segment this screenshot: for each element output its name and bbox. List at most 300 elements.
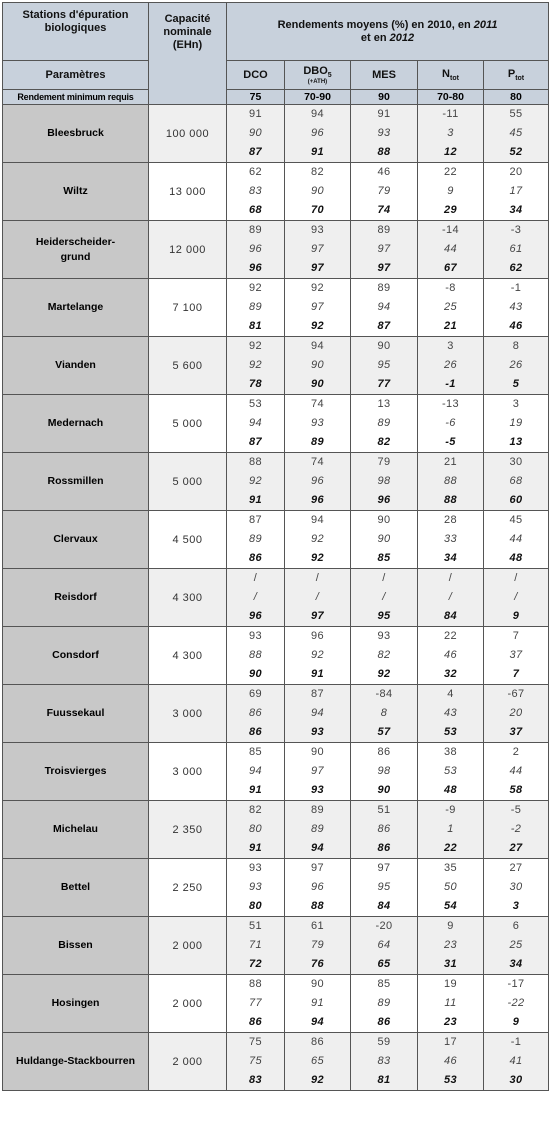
yield-2012: 91	[248, 494, 263, 506]
yield-2010: 93	[310, 224, 325, 236]
yield-2011: 97	[310, 765, 325, 777]
yield-2010: 69	[248, 688, 263, 700]
yield-2012: 3	[512, 900, 520, 912]
station-name: Wiltz	[3, 163, 149, 221]
yield-2012: 31	[443, 958, 458, 970]
yield-2012: 68	[248, 204, 263, 216]
yield-2012: 90	[248, 668, 263, 680]
yield-2011: 92	[310, 649, 325, 661]
yield-2010: 22	[443, 630, 458, 642]
station-name: Bleesbruck	[3, 105, 149, 163]
rendements-text-b: et en	[360, 31, 390, 44]
yield-2010: 91	[377, 108, 391, 120]
station-capacity: 4 500	[149, 511, 227, 569]
yield-2010: 93	[377, 630, 391, 642]
yield-2010: 91	[248, 108, 263, 120]
yield-2010: 87	[310, 688, 325, 700]
treatment-plant-efficiency-table	[2, 2, 548, 1118]
yield-cell	[285, 163, 351, 221]
station-capacity: 7 100	[149, 279, 227, 337]
yield-2010: 9	[447, 920, 454, 932]
yield-2012: 27	[509, 842, 523, 854]
param-name-4: P	[507, 67, 516, 80]
yield-2012: 57	[377, 726, 391, 738]
yield-cell	[285, 975, 351, 1033]
yield-2011: 83	[248, 185, 263, 197]
yield-2012: 5	[512, 378, 520, 390]
yield-2010: 21	[443, 456, 458, 468]
yield-2010: 59	[377, 1036, 391, 1048]
minimum-label: Rendement minimum requis	[3, 90, 149, 105]
table-row	[3, 569, 549, 627]
yield-2010: 75	[248, 1036, 263, 1048]
table-row	[3, 801, 549, 859]
param-subscript-4: tot	[515, 75, 525, 83]
yield-cell	[418, 685, 484, 743]
yield-cell	[418, 975, 484, 1033]
yield-2010: -9	[445, 804, 456, 816]
station-capacity: 2 000	[149, 917, 227, 975]
yield-2011: 88	[248, 649, 263, 661]
yield-2011: 26	[443, 359, 458, 371]
yield-2012: -1	[445, 378, 456, 390]
yield-2010: /	[253, 572, 258, 584]
yield-2011: 89	[248, 301, 263, 313]
yield-cell	[351, 163, 418, 221]
minimum-value-3: 70-80	[418, 90, 484, 105]
yield-cell	[285, 801, 351, 859]
param-subscript-3: tot	[450, 75, 459, 83]
yield-2010: 97	[377, 862, 391, 874]
yield-2011: 37	[509, 649, 523, 661]
yield-2012: 62	[509, 262, 523, 274]
yield-2010: 92	[310, 282, 325, 294]
yield-2012: 70	[310, 204, 325, 216]
yield-cell	[484, 569, 549, 627]
yield-2011: 90	[377, 533, 391, 545]
yield-2012: 93	[310, 784, 325, 796]
yield-cell	[351, 569, 418, 627]
yield-2011: 3	[447, 127, 454, 139]
yield-2012: 58	[509, 784, 523, 796]
minimum-value-0: 75	[227, 90, 285, 105]
yield-2012: 76	[310, 958, 325, 970]
yield-cell	[227, 627, 285, 685]
yield-2012: 83	[248, 1074, 263, 1086]
yield-cell	[351, 685, 418, 743]
yield-2011: 94	[248, 417, 263, 429]
yield-cell	[227, 163, 285, 221]
param-subscript-1: 5	[327, 72, 332, 80]
yield-2012: 94	[310, 842, 325, 854]
yield-2010: 92	[248, 340, 263, 352]
yield-2012: 96	[248, 610, 263, 622]
yield-cell	[484, 801, 549, 859]
yield-2011: 45	[509, 127, 523, 139]
yield-2010: 74	[310, 398, 325, 410]
yield-2011: 46	[443, 649, 458, 661]
yield-2011: 96	[310, 475, 325, 487]
yield-2011: 97	[377, 243, 391, 255]
yield-cell	[418, 1033, 484, 1091]
yield-cell	[285, 743, 351, 801]
yield-2010: -17	[507, 978, 525, 990]
rendements-text-a: Rendements moyens (%) en 2010, en	[277, 18, 474, 31]
yield-2011: 86	[248, 707, 263, 719]
yield-2010: 96	[310, 630, 325, 642]
yield-cell	[285, 627, 351, 685]
yield-2011: 90	[248, 127, 263, 139]
yield-cell	[418, 801, 484, 859]
table-row	[3, 859, 549, 917]
yield-2011: 79	[377, 185, 391, 197]
yield-2012: 23	[443, 1016, 458, 1028]
yield-2012: 81	[248, 320, 263, 332]
yield-2011: 88	[443, 475, 458, 487]
yield-2012: 86	[248, 552, 263, 564]
yield-2010: 17	[443, 1036, 458, 1048]
yield-cell	[351, 279, 418, 337]
param-name-1: DBO	[303, 64, 328, 77]
yield-2010: 38	[443, 746, 458, 758]
yield-2011: 89	[310, 823, 325, 835]
yield-cell	[285, 917, 351, 975]
yield-2010: 94	[310, 514, 325, 526]
yield-2012: 84	[377, 900, 391, 912]
yield-2012: 82	[377, 436, 391, 448]
yield-2011: 86	[377, 823, 391, 835]
yield-cell	[227, 917, 285, 975]
yield-cell	[227, 975, 285, 1033]
yield-2011: 97	[310, 301, 325, 313]
yield-2012: 29	[443, 204, 458, 216]
yield-2012: 97	[377, 262, 391, 274]
yield-2011: 68	[509, 475, 523, 487]
yield-2012: 87	[248, 436, 263, 448]
yield-2010: 51	[377, 804, 391, 816]
yield-2012: 72	[248, 958, 263, 970]
yield-cell	[227, 453, 285, 511]
rendements-header	[227, 3, 549, 61]
table-row	[3, 743, 549, 801]
yield-cell	[351, 743, 418, 801]
station-capacity: 4 300	[149, 569, 227, 627]
station-capacity: 3 000	[149, 685, 227, 743]
yield-2011: 61	[509, 243, 523, 255]
yield-cell	[418, 453, 484, 511]
yield-2012: 91	[310, 146, 325, 158]
yield-2010: 62	[248, 166, 263, 178]
yield-2012: 88	[310, 900, 325, 912]
yield-cell	[484, 163, 549, 221]
yield-2012: 52	[509, 146, 523, 158]
yield-2012: 81	[377, 1074, 391, 1086]
yield-2012: 88	[443, 494, 458, 506]
yield-2010: 30	[509, 456, 523, 468]
yield-2011: 95	[377, 359, 391, 371]
yield-2011: 75	[248, 1055, 263, 1067]
efficiency-table	[2, 2, 549, 1091]
yield-2011: 96	[310, 881, 325, 893]
table-row	[3, 511, 549, 569]
yield-cell	[484, 917, 549, 975]
yield-2011: -22	[507, 997, 525, 1009]
yield-cell	[285, 511, 351, 569]
param-header-4	[484, 61, 549, 90]
table-row	[3, 627, 549, 685]
yield-cell	[285, 859, 351, 917]
table-row	[3, 221, 549, 279]
yield-2012: 53	[443, 726, 458, 738]
table-row	[3, 395, 549, 453]
yield-cell	[351, 453, 418, 511]
yield-2010: 27	[509, 862, 523, 874]
param-name-3: N	[442, 67, 450, 80]
yield-2012: 7	[512, 668, 520, 680]
yield-cell	[285, 395, 351, 453]
param-header-2	[351, 61, 418, 90]
yield-2011: 44	[509, 765, 523, 777]
yield-2010: 51	[248, 920, 263, 932]
param-header-1	[285, 61, 351, 90]
param-header-3	[418, 61, 484, 90]
yield-2011: 64	[377, 939, 391, 951]
yield-2010: 89	[377, 224, 391, 236]
yield-2010: 86	[310, 1036, 325, 1048]
yield-cell	[418, 221, 484, 279]
table-row	[3, 163, 549, 221]
yield-cell	[484, 279, 549, 337]
yield-2012: 37	[509, 726, 523, 738]
station-name: Clervaux	[3, 511, 149, 569]
yield-cell	[227, 569, 285, 627]
station-name: Huldange-Stackbourren	[3, 1033, 149, 1091]
yield-2012: 74	[377, 204, 391, 216]
station-capacity: 2 000	[149, 975, 227, 1033]
yield-2010: 93	[248, 630, 263, 642]
yield-2011: 8	[380, 707, 388, 719]
yield-2010: 90	[377, 340, 391, 352]
yield-2011: 93	[310, 417, 325, 429]
stations-header: Stations d'épuration biologiques	[3, 3, 149, 61]
yield-2012: 96	[377, 494, 391, 506]
yield-2010: 93	[248, 862, 263, 874]
yield-2011: 91	[310, 997, 325, 1009]
station-capacity: 100 000	[149, 105, 227, 163]
yield-2011: 23	[443, 939, 458, 951]
yield-2012: 34	[509, 958, 523, 970]
yield-2012: 46	[509, 320, 523, 332]
yield-2012: 97	[310, 610, 325, 622]
yield-2012: 60	[509, 494, 523, 506]
yield-2010: 89	[248, 224, 263, 236]
yield-2011: -6	[445, 417, 456, 429]
table-row	[3, 685, 549, 743]
station-name: Heiderscheider-grund	[3, 221, 149, 279]
yield-2010: 97	[310, 862, 325, 874]
yield-2012: 22	[443, 842, 458, 854]
yield-cell	[227, 511, 285, 569]
yield-2012: 77	[377, 378, 391, 390]
yield-2010: -8	[445, 282, 456, 294]
yield-2012: 86	[377, 1016, 391, 1028]
yield-cell	[227, 279, 285, 337]
yield-cell	[484, 1033, 549, 1091]
param-header-0	[227, 61, 285, 90]
yield-2012: 86	[248, 1016, 263, 1028]
yield-2010: 94	[310, 340, 325, 352]
yield-2010: 2	[512, 746, 520, 758]
yield-cell	[484, 859, 549, 917]
yield-2012: 86	[248, 726, 263, 738]
yield-2012: 48	[509, 552, 523, 564]
yield-2012: 80	[248, 900, 263, 912]
yield-cell	[285, 1033, 351, 1091]
param-note-1: (+ATH)	[307, 79, 328, 86]
yield-cell	[227, 337, 285, 395]
yield-2010: -11	[442, 108, 459, 120]
yield-2012: 91	[310, 668, 325, 680]
yield-2010: 87	[248, 514, 263, 526]
yield-2010: 8	[512, 340, 520, 352]
yield-cell	[351, 337, 418, 395]
yield-2012: 93	[310, 726, 325, 738]
yield-cell	[227, 743, 285, 801]
yield-cell	[227, 221, 285, 279]
param-name-2: MES	[372, 69, 396, 81]
yield-2011: 43	[443, 707, 458, 719]
yield-cell	[351, 221, 418, 279]
yield-2011: 96	[310, 127, 325, 139]
yield-2010: -14	[441, 224, 460, 236]
yield-2010: -1	[510, 1036, 522, 1048]
yield-2010: -1	[510, 282, 522, 294]
yield-cell	[484, 511, 549, 569]
station-name: Vianden	[3, 337, 149, 395]
yield-2012: 34	[443, 552, 458, 564]
yield-2012: 90	[310, 378, 325, 390]
station-name: Medernach	[3, 395, 149, 453]
yield-2011: 46	[443, 1055, 458, 1067]
yield-2012: 85	[377, 552, 391, 564]
station-capacity: 2 250	[149, 859, 227, 917]
yield-2012: 95	[377, 610, 391, 622]
yield-cell	[227, 685, 285, 743]
yield-2012: 92	[310, 1074, 325, 1086]
yield-2011: 89	[377, 417, 391, 429]
yield-2011: /	[448, 591, 453, 603]
station-name: Consdorf	[3, 627, 149, 685]
yield-2011: 83	[377, 1055, 391, 1067]
yield-cell	[285, 685, 351, 743]
yield-cell	[285, 105, 351, 163]
yield-2011: 19	[509, 417, 523, 429]
yield-2010: 3	[512, 398, 520, 410]
yield-2012: 53	[443, 1074, 458, 1086]
yield-2011: 25	[509, 939, 523, 951]
yield-2010: 82	[310, 166, 325, 178]
table-row	[3, 975, 549, 1033]
station-capacity: 5 000	[149, 453, 227, 511]
yield-2011: 92	[248, 475, 263, 487]
yield-cell	[227, 395, 285, 453]
yield-2011: 96	[248, 243, 263, 255]
yield-2011: 30	[509, 881, 523, 893]
table-row	[3, 1033, 549, 1091]
year-2011: 2011	[473, 18, 498, 31]
yield-2011: /	[514, 591, 518, 603]
yield-2012: 9	[512, 1016, 520, 1028]
yield-2011: 95	[377, 881, 391, 893]
yield-cell	[418, 337, 484, 395]
yield-cell	[484, 221, 549, 279]
yield-cell	[351, 627, 418, 685]
yield-cell	[285, 221, 351, 279]
table-row	[3, 105, 549, 163]
yield-cell	[351, 105, 418, 163]
yield-cell	[418, 511, 484, 569]
yield-2011: 1	[447, 823, 454, 835]
yield-2010: /	[448, 572, 453, 584]
yield-2010: 85	[377, 978, 391, 990]
yield-2012: 32	[443, 668, 458, 680]
yield-2012: 89	[310, 436, 325, 448]
yield-2010: 7	[512, 630, 520, 642]
parametres-header: Paramètres	[3, 61, 149, 90]
yield-2012: 96	[310, 494, 325, 506]
yield-2011: 82	[377, 649, 391, 661]
table-row	[3, 337, 549, 395]
station-name: Rossmillen	[3, 453, 149, 511]
yield-2010: 92	[248, 282, 263, 294]
station-capacity: 3 000	[149, 743, 227, 801]
yield-2011: 92	[248, 359, 263, 371]
yield-2012: 88	[377, 146, 391, 158]
yield-2012: 94	[310, 1016, 325, 1028]
yield-cell	[351, 801, 418, 859]
yield-cell	[418, 105, 484, 163]
yield-cell	[351, 975, 418, 1033]
yield-2011: /	[315, 591, 320, 603]
yield-2012: 84	[443, 610, 458, 622]
yield-2010: 82	[248, 804, 263, 816]
yield-2010: 53	[248, 398, 263, 410]
yield-2010: 35	[443, 862, 458, 874]
yield-2011: 79	[310, 939, 325, 951]
yield-2010: /	[382, 572, 386, 584]
yield-2010: 86	[377, 746, 391, 758]
station-name: Bissen	[3, 917, 149, 975]
yield-2011: 53	[443, 765, 458, 777]
yield-2010: 6	[512, 920, 520, 932]
yield-2012: 30	[509, 1074, 523, 1086]
yield-2010: 90	[377, 514, 391, 526]
yield-cell	[418, 917, 484, 975]
yield-2011: 97	[310, 243, 325, 255]
yield-2011: 93	[248, 881, 263, 893]
station-name: Hosingen	[3, 975, 149, 1033]
yield-2010: 90	[310, 746, 325, 758]
capacity-header: Capacité nominale (EHn)	[149, 3, 227, 105]
yield-2011: 94	[248, 765, 263, 777]
yield-2012: 96	[248, 262, 263, 274]
station-capacity: 4 300	[149, 627, 227, 685]
yield-cell	[484, 337, 549, 395]
yield-cell	[484, 743, 549, 801]
yield-2011: 44	[443, 243, 458, 255]
yield-2012: 12	[443, 146, 458, 158]
yield-2011: 94	[310, 707, 325, 719]
